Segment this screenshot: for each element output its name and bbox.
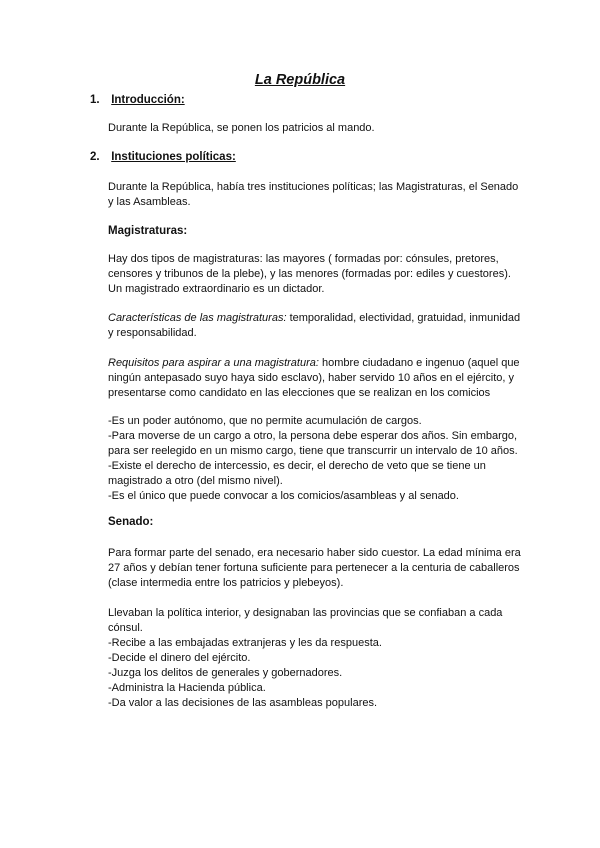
list-item: -Da valor a las decisiones de las asambleas populares.	[108, 697, 378, 709]
text-line: presentarse como candidato en las elecciones que se realizan en los comicios	[108, 387, 491, 399]
magistraturas-tipos-paragraph	[108, 252, 528, 297]
text-line: y las Asambleas.	[108, 196, 191, 208]
list-item: -Administra la Hacienda pública.	[108, 682, 266, 694]
text-line: censores y tribunos de la plebe), y las menores (formadas por: ediles y cuestores).	[108, 268, 511, 280]
intro-paragraph: Durante la República, se ponen los patricios al mando.	[108, 122, 375, 134]
section-heading-label: Instituciones políticas:	[111, 151, 236, 163]
text-line: y responsabilidad.	[108, 327, 197, 339]
text-line: (clase intermedia entre los patricios y plebeyos).	[108, 577, 344, 589]
text-line: Un magistrado extraordinario es un dictador.	[108, 283, 325, 295]
section-heading-introduccion	[90, 94, 185, 106]
text-line: Llevaban la política interior, y designaban las provincias que se confiaban a cada	[108, 607, 503, 619]
text-line: ningún antepasado suyo haya sido esclavo), haber servido 10 años en el ejército, y	[108, 372, 515, 384]
magistraturas-heading: Magistraturas:	[108, 225, 188, 237]
list-item: -Decide el dinero del ejército.	[108, 652, 251, 664]
text-line: 27 años y debían tener fortuna suficiente para pertenecer a la centuria de caballeros	[108, 562, 520, 574]
text-line	[108, 356, 528, 371]
text-line	[108, 311, 528, 326]
list-item: magistrado a otro (del mismo nivel).	[108, 475, 283, 487]
list-item: -Para moverse de un cargo a otro, la persona debe esperar dos años. Sin embargo,	[108, 430, 518, 442]
senado-heading: Senado:	[108, 516, 154, 528]
section-heading-label: Introducción:	[111, 94, 185, 106]
list-item: -Es un poder autónomo, que no permite acumulación de cargos.	[108, 415, 422, 427]
requisitos-text: hombre ciudadano e ingenuo (aquel que	[318, 357, 520, 369]
list-item: -Es el único que puede convocar a los comicios/asambleas y al senado.	[108, 490, 459, 502]
list-item: para ser reelegido en un mismo cargo, tiene que transcurrir un intervalo de 10 años.	[108, 445, 518, 457]
instituciones-paragraph	[108, 180, 528, 210]
requisitos-lead: Requisitos para aspirar a una magistratura:	[108, 357, 319, 369]
section-number: 1.	[90, 94, 100, 106]
list-item: -Recibe a las embajadas extranjeras y les da respuesta.	[108, 637, 382, 649]
caracteristicas-paragraph	[108, 311, 528, 341]
list-item: -Juzga los delitos de generales y gobernadores.	[108, 667, 343, 679]
text-line: Para formar parte del senado, era necesario haber sido cuestor. La edad mínima era	[108, 547, 521, 559]
list-item: -Existe el derecho de intercessio, es decir, el derecho de veto que se tiene un	[108, 460, 486, 472]
caracteristicas-text: temporalidad, electividad, gratuidad, inmunidad	[286, 312, 521, 324]
senado-paragraph-2	[108, 606, 528, 711]
senado-paragraph-1	[108, 546, 528, 591]
text-line: cónsul.	[108, 622, 143, 634]
requisitos-paragraph	[108, 356, 528, 401]
section-number: 2.	[90, 151, 100, 163]
text-line: Durante la República, había tres instituciones políticas; las Magistraturas, el Senado	[108, 181, 519, 193]
text-line: Hay dos tipos de magistraturas: las mayores ( formadas por: cónsules, pretores,	[108, 253, 499, 265]
section-heading-instituciones	[90, 151, 236, 163]
page-title: La República	[254, 72, 346, 88]
caracteristicas-lead: Características de las magistraturas:	[108, 312, 287, 324]
magistraturas-list	[108, 414, 528, 504]
